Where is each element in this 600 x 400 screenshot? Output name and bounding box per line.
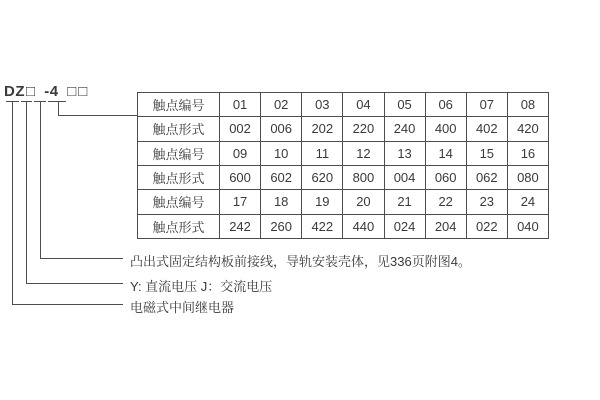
table-cell: 202 bbox=[302, 117, 343, 141]
table-cell: 080 bbox=[507, 165, 548, 189]
table-cell: 006 bbox=[261, 117, 302, 141]
row-label: 触点编号 bbox=[138, 93, 220, 117]
table-row bbox=[138, 165, 549, 189]
callout-hline-contacts bbox=[58, 115, 137, 116]
table-cell: 11 bbox=[302, 141, 343, 165]
callout-vline-voltage bbox=[26, 101, 27, 283]
table-row bbox=[138, 117, 549, 141]
callout-hline-voltage bbox=[26, 283, 123, 284]
callout-hline-structure bbox=[40, 258, 123, 259]
table-cell: 204 bbox=[425, 214, 466, 238]
table-cell: 15 bbox=[466, 141, 507, 165]
table-cell: 600 bbox=[220, 165, 261, 189]
table-cell: 440 bbox=[343, 214, 384, 238]
table-cell: 004 bbox=[384, 165, 425, 189]
table-cell: 05 bbox=[384, 93, 425, 117]
model-code bbox=[4, 83, 89, 100]
callout-underline-contacts bbox=[48, 101, 66, 102]
relay-type-note: 电磁式中间继电器 bbox=[130, 300, 235, 315]
table-cell: 260 bbox=[261, 214, 302, 238]
callout-vline-prefix bbox=[12, 101, 13, 304]
table-cell: 12 bbox=[343, 141, 384, 165]
contact-table-body bbox=[138, 93, 549, 239]
table-cell: 22 bbox=[425, 190, 466, 214]
table-cell: 24 bbox=[507, 190, 548, 214]
row-label: 触点形式 bbox=[138, 117, 220, 141]
table-row bbox=[138, 141, 549, 165]
table-cell: 23 bbox=[466, 190, 507, 214]
callout-hline-prefix bbox=[12, 304, 123, 305]
table-cell: 420 bbox=[507, 117, 548, 141]
structure-note: 凸出式固定结构板前接线，导轨安装壳体，见336页附图4。 bbox=[130, 254, 471, 269]
table-cell: 220 bbox=[343, 117, 384, 141]
row-label: 触点编号 bbox=[138, 190, 220, 214]
table-cell: 17 bbox=[220, 190, 261, 214]
table-cell: 07 bbox=[466, 93, 507, 117]
callout-vline-structure bbox=[40, 101, 41, 258]
table-cell: 02 bbox=[261, 93, 302, 117]
table-cell: 16 bbox=[507, 141, 548, 165]
voltage-note: Y: 直流电压 J：交流电压 bbox=[130, 279, 273, 294]
table-cell: 400 bbox=[425, 117, 466, 141]
table-cell: 402 bbox=[466, 117, 507, 141]
callout-vline-contacts bbox=[58, 101, 59, 115]
table-cell: 022 bbox=[466, 214, 507, 238]
table-cell: 08 bbox=[507, 93, 548, 117]
model-code-structure: -4 bbox=[44, 83, 59, 100]
table-cell: 620 bbox=[302, 165, 343, 189]
row-label: 触点形式 bbox=[138, 165, 220, 189]
table-cell: 03 bbox=[302, 93, 343, 117]
table-cell: 602 bbox=[261, 165, 302, 189]
table-cell: 422 bbox=[302, 214, 343, 238]
table-cell: 13 bbox=[384, 141, 425, 165]
table-cell: 800 bbox=[343, 165, 384, 189]
model-code-contact-boxes: □□ bbox=[67, 83, 90, 100]
model-code-voltage-box: □ bbox=[26, 83, 36, 100]
table-cell: 18 bbox=[261, 190, 302, 214]
table-row bbox=[138, 190, 549, 214]
table-cell: 14 bbox=[425, 141, 466, 165]
table-cell: 01 bbox=[220, 93, 261, 117]
table-cell: 024 bbox=[384, 214, 425, 238]
table-cell: 240 bbox=[384, 117, 425, 141]
table-cell: 040 bbox=[507, 214, 548, 238]
table-cell: 04 bbox=[343, 93, 384, 117]
row-label: 触点形式 bbox=[138, 214, 220, 238]
table-row bbox=[138, 93, 549, 117]
table-cell: 002 bbox=[220, 117, 261, 141]
table-cell: 21 bbox=[384, 190, 425, 214]
contact-table bbox=[137, 92, 549, 239]
table-cell: 10 bbox=[261, 141, 302, 165]
table-cell: 09 bbox=[220, 141, 261, 165]
table-cell: 060 bbox=[425, 165, 466, 189]
table-cell: 19 bbox=[302, 190, 343, 214]
table-cell: 06 bbox=[425, 93, 466, 117]
table-cell: 20 bbox=[343, 190, 384, 214]
table-cell: 062 bbox=[466, 165, 507, 189]
table-row bbox=[138, 214, 549, 238]
row-label: 触点编号 bbox=[138, 141, 220, 165]
model-code-prefix: DZ bbox=[4, 83, 25, 100]
table-cell: 242 bbox=[220, 214, 261, 238]
